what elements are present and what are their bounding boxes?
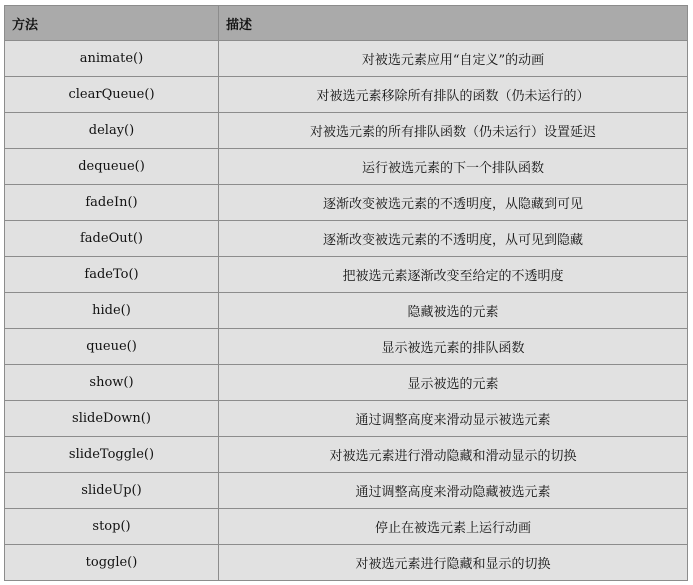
methods-table-container bbox=[4, 5, 687, 581]
method-cell: hide() bbox=[5, 293, 219, 329]
description-cell: 对被选元素应用“自定义”的动画 bbox=[219, 41, 688, 77]
table-row bbox=[5, 437, 688, 473]
description-cell: 通过调整高度来滑动显示被选元素 bbox=[219, 401, 688, 437]
table-row bbox=[5, 221, 688, 257]
table-row bbox=[5, 41, 688, 77]
method-cell: fadeOut() bbox=[5, 221, 219, 257]
method-cell: toggle() bbox=[5, 545, 219, 581]
description-cell: 对被选元素移除所有排队的函数（仍未运行的） bbox=[219, 77, 688, 113]
table-row bbox=[5, 257, 688, 293]
method-cell: delay() bbox=[5, 113, 219, 149]
description-cell: 隐藏被选的元素 bbox=[219, 293, 688, 329]
method-cell: fadeIn() bbox=[5, 185, 219, 221]
header-method: 方法 bbox=[5, 6, 219, 41]
table-row bbox=[5, 365, 688, 401]
method-cell: slideToggle() bbox=[5, 437, 219, 473]
method-cell: stop() bbox=[5, 509, 219, 545]
table-row bbox=[5, 401, 688, 437]
description-cell: 对被选元素进行隐藏和显示的切换 bbox=[219, 545, 688, 581]
methods-table bbox=[4, 5, 688, 581]
description-cell: 逐渐改变被选元素的不透明度，从隐藏到可见 bbox=[219, 185, 688, 221]
table-row bbox=[5, 509, 688, 545]
description-cell: 通过调整高度来滑动隐藏被选元素 bbox=[219, 473, 688, 509]
table-header-row bbox=[5, 6, 688, 41]
table-row bbox=[5, 545, 688, 581]
table-row bbox=[5, 473, 688, 509]
table-row bbox=[5, 293, 688, 329]
table-row bbox=[5, 77, 688, 113]
method-cell: fadeTo() bbox=[5, 257, 219, 293]
description-cell: 逐渐改变被选元素的不透明度，从可见到隐藏 bbox=[219, 221, 688, 257]
table-row bbox=[5, 329, 688, 365]
description-cell: 停止在被选元素上运行动画 bbox=[219, 509, 688, 545]
table-row bbox=[5, 113, 688, 149]
method-cell: queue() bbox=[5, 329, 219, 365]
method-cell: animate() bbox=[5, 41, 219, 77]
method-cell: slideUp() bbox=[5, 473, 219, 509]
method-cell: show() bbox=[5, 365, 219, 401]
table-row bbox=[5, 149, 688, 185]
table-row bbox=[5, 185, 688, 221]
method-cell: dequeue() bbox=[5, 149, 219, 185]
description-cell: 把被选元素逐渐改变至给定的不透明度 bbox=[219, 257, 688, 293]
description-cell: 运行被选元素的下一个排队函数 bbox=[219, 149, 688, 185]
description-cell: 对被选元素进行滑动隐藏和滑动显示的切换 bbox=[219, 437, 688, 473]
method-cell: slideDown() bbox=[5, 401, 219, 437]
method-cell: clearQueue() bbox=[5, 77, 219, 113]
description-cell: 显示被选的元素 bbox=[219, 365, 688, 401]
description-cell: 显示被选元素的排队函数 bbox=[219, 329, 688, 365]
header-description: 描述 bbox=[219, 6, 688, 41]
description-cell: 对被选元素的所有排队函数（仍未运行）设置延迟 bbox=[219, 113, 688, 149]
